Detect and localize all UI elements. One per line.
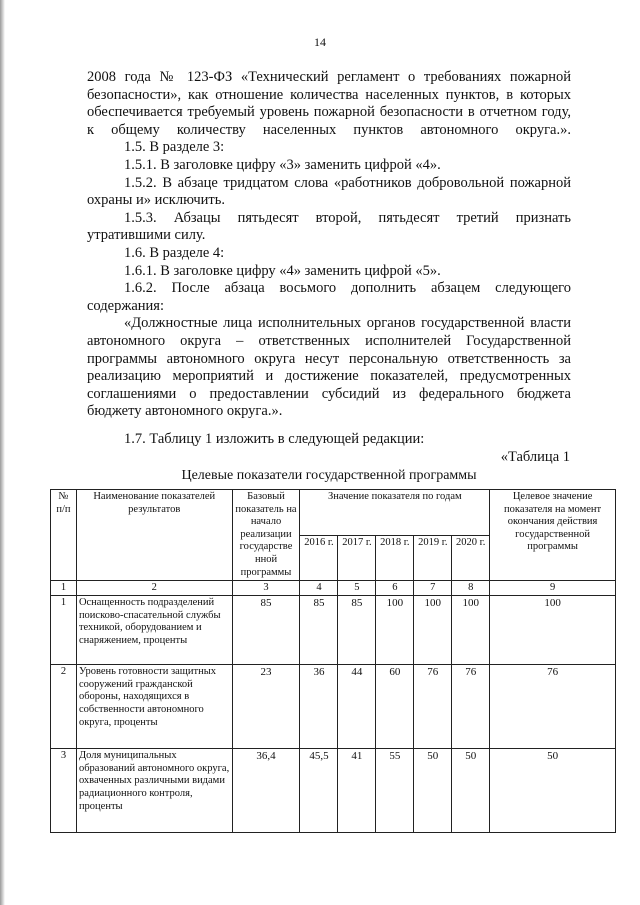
row-value: 76: [452, 665, 490, 749]
column-number: 7: [414, 581, 452, 596]
header-target: Целевое значение показателя на момент окончания действия государственной программы: [490, 490, 616, 581]
paragraph-9: «Должностные лица исполнительных органов государственной власти автономного округа – ответственных исполнителей Государственной программы автономного округа несут персональную ответственность за реализацию мероприятий и достижение показателей, предусмотренных соглашениями о предоставлении субсидий из федерального бюджета бюджету автономного округа.».: [87, 315, 571, 420]
row-target: 100: [490, 596, 616, 665]
row-base: 23: [232, 665, 300, 749]
row-value: 100: [452, 596, 490, 665]
row-name: Уровень готовности защитных сооружений гражданской обороны, находящихся в собственности автономного округа, проценты: [76, 665, 232, 749]
row-target: 50: [490, 749, 616, 833]
column-number: 9: [490, 581, 616, 596]
paragraph-8: 1.6.2. После абзаца восьмого дополнить абзацем следующего содержания:: [87, 280, 571, 314]
paragraph-10: 1.7. Таблицу 1 изложить в следующей редакции:: [124, 430, 425, 447]
column-number: 1: [51, 581, 77, 596]
row-value: 100: [376, 596, 414, 665]
header-years-group: Значение показателя по годам: [300, 490, 490, 536]
paragraph-2: 1.5. В разделе 3:: [124, 139, 225, 156]
table-row: [51, 749, 616, 833]
paragraph-4: 1.5.2. В абзаце тридцатом слова «работников добровольной пожарной охраны и» исключить.: [87, 174, 571, 209]
header-year: 2020 г.: [452, 535, 490, 581]
header-year: 2016 г.: [300, 535, 338, 581]
row-value: 50: [452, 749, 490, 833]
paragraph-1: 2008 года № 123-ФЗ «Технический регламент о требованиях пожарной безопасности», как отношение количества населенных пунктов, в которых обеспечивается требуемый уровень пожарной безопасности в отчетном году, к общему количеству населенных пунктов автономного округа.».: [87, 69, 571, 138]
header-year: 2019 г.: [414, 535, 452, 581]
header-base: Базовый показатель на начало реализации государстве нной программы: [232, 490, 300, 581]
row-base: 36,4: [232, 749, 300, 833]
row-value: 100: [414, 596, 452, 665]
column-number-row: [51, 581, 616, 596]
row-name: Доля муниципальных образований автономного округа, охваченных различными видами радиационного контроля, проценты: [76, 749, 232, 833]
targets-table: [50, 489, 616, 833]
header-name: Наименование показателей результатов: [76, 490, 232, 581]
column-number: 2: [76, 581, 232, 596]
row-num: 2: [51, 665, 77, 749]
scan-edge: [0, 0, 5, 905]
header-year: 2018 г.: [376, 535, 414, 581]
row-value: 55: [376, 749, 414, 833]
header-year: 2017 г.: [338, 535, 376, 581]
row-value: 60: [376, 665, 414, 749]
row-value: 36: [300, 665, 338, 749]
table-header-row: [51, 490, 616, 536]
column-number: 6: [376, 581, 414, 596]
table-title: Целевые показатели государственной программы: [181, 468, 477, 483]
table-row: [51, 665, 616, 749]
row-value: 85: [300, 596, 338, 665]
table-row: [51, 596, 616, 665]
row-num: 1: [51, 596, 77, 665]
row-name: Оснащенность подразделений поисково-спасательной службы техникой, оборудованием и снаряжением, проценты: [76, 596, 232, 665]
row-target: 76: [490, 665, 616, 749]
paragraph-6: 1.6. В разделе 4:: [124, 244, 225, 261]
row-value: 85: [338, 596, 376, 665]
page-number: 14: [314, 35, 326, 49]
row-value: 50: [414, 749, 452, 833]
row-value: 45,5: [300, 749, 338, 833]
paragraph-5: 1.5.3. Абзацы пятьдесят второй, пятьдесят третий признать утратившими силу.: [87, 209, 571, 244]
row-value: 44: [338, 665, 376, 749]
column-number: 3: [232, 581, 300, 596]
row-value: 41: [338, 749, 376, 833]
row-value: 76: [414, 665, 452, 749]
row-base: 85: [232, 596, 300, 665]
column-number: 4: [300, 581, 338, 596]
column-number: 5: [338, 581, 376, 596]
paragraph-3: 1.5.1. В заголовке цифру «3» заменить цифрой «4».: [124, 156, 441, 173]
header-num: № п/п: [51, 490, 77, 581]
table-label: «Таблица 1: [500, 449, 570, 465]
paragraph-7: 1.6.1. В заголовке цифру «4» заменить цифрой «5».: [124, 262, 441, 279]
column-number: 8: [452, 581, 490, 596]
row-num: 3: [51, 749, 77, 833]
document-body: [87, 69, 571, 448]
